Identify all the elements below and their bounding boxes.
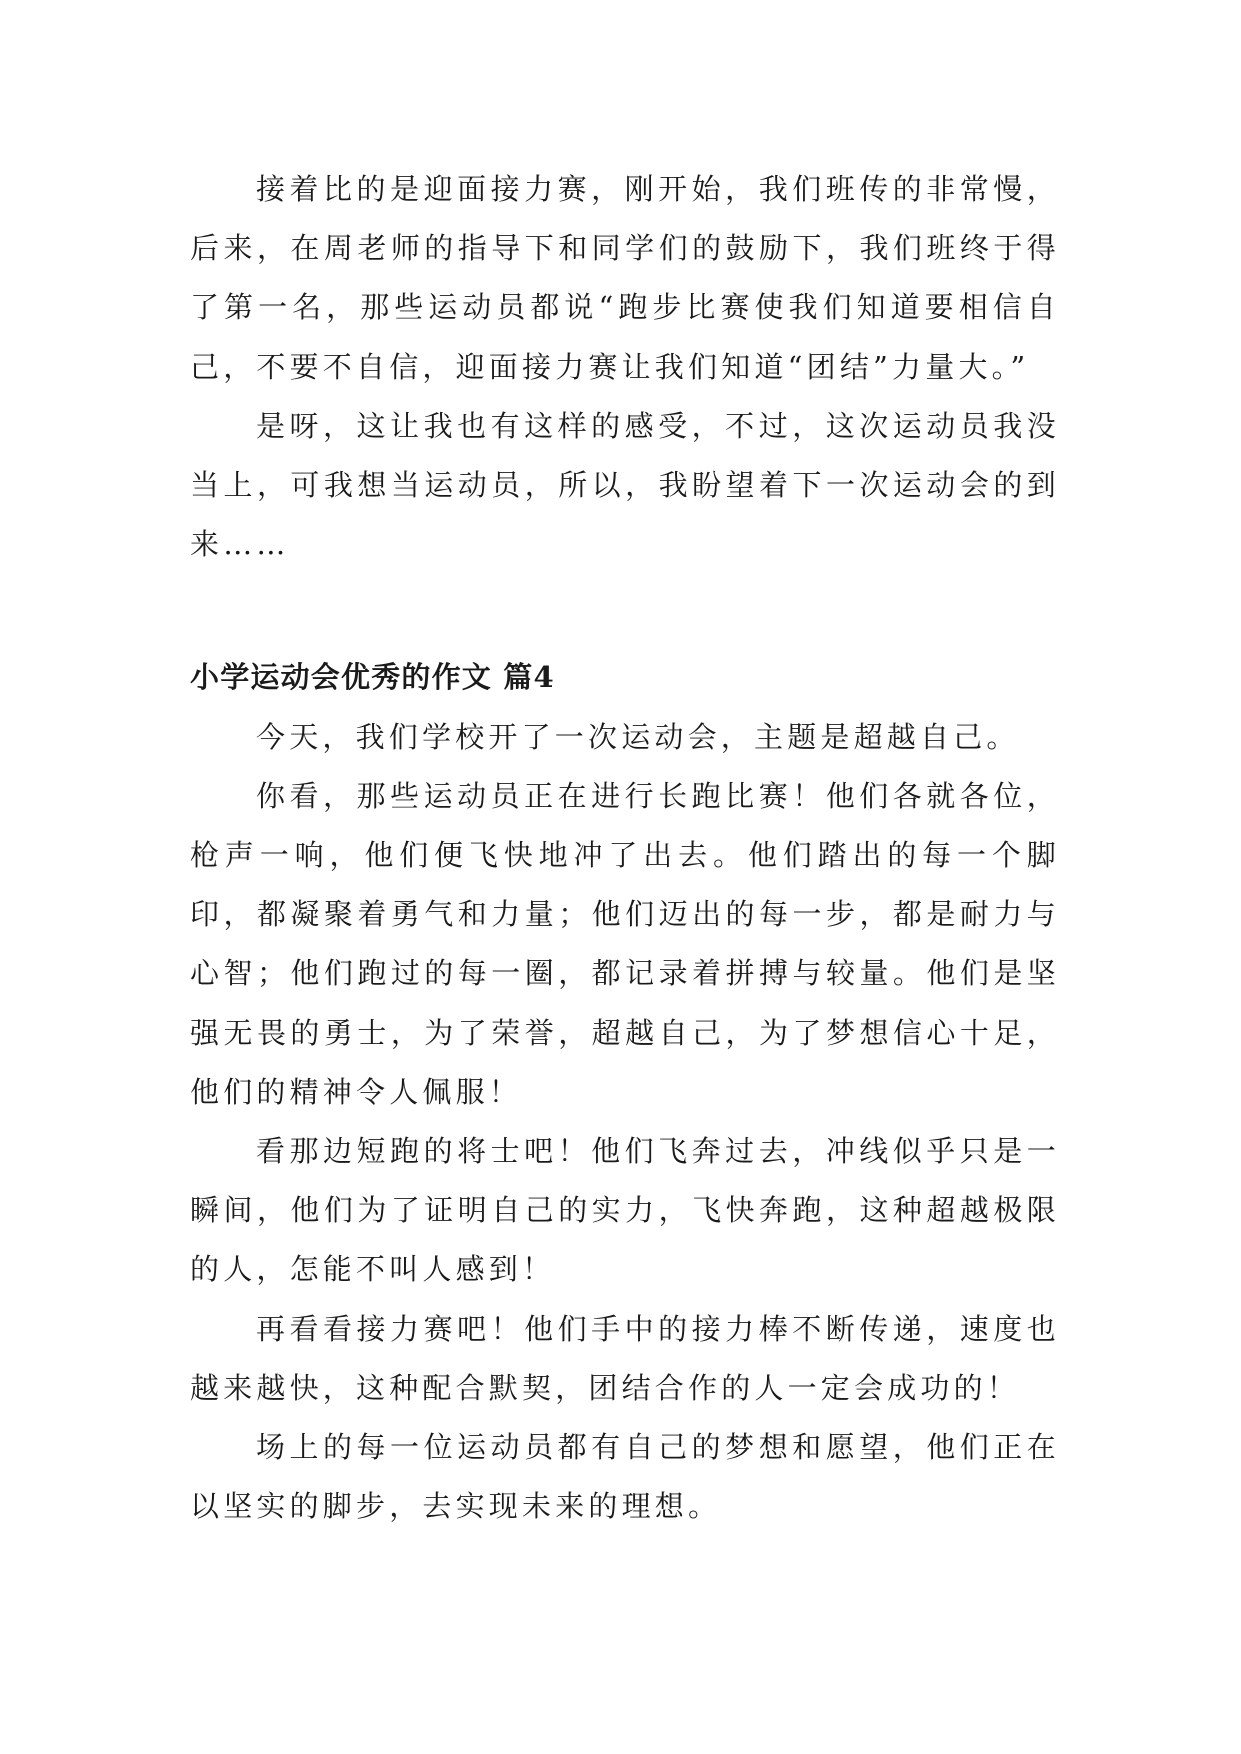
paragraph-relay-race: 接着比的是迎面接力赛，刚开始，我们班传的非常慢，后来，在周老师的指导下和同学们的鼓励下，我们班终于得了第一名，那些运动员都说“跑步比赛使我们知道要相信自己，不要不自信，迎面接力赛让我们知道“团结”力量大。”: [190, 172, 1060, 384]
document-page: [190, 160, 1060, 1536]
paragraph-hope-next-meet: 是呀，这让我也有这样的感受，不过，这次运动员我没当上，可我想当运动员，所以，我盼望着下一次运动会的到来……: [190, 408, 1060, 562]
paragraph-conclusion: 场上的每一位运动员都有自己的梦想和愿望，他们正在以坚实的脚步，去实现未来的理想。: [190, 1430, 1060, 1524]
section-title: 小学运动会优秀的作文 篇4: [190, 660, 555, 695]
section-gap: [190, 574, 1060, 648]
paragraph-intro: 今天，我们学校开了一次运动会，主题是超越自己。: [256, 719, 1020, 754]
paragraph-long-distance: 你看，那些运动员正在进行长跑比赛！他们各就各位，枪声一响，他们便飞快地冲了出去。他们踏出的每一个脚印，都凝聚着勇气和力量；他们迈出的每一步，都是耐力与心智；他们跑过的每一圈，都记录着拼搏与较量。他们是坚强无畏的勇士，为了荣誉，超越自己，为了梦想信心十足，他们的精神令人佩服！: [190, 778, 1060, 1109]
paragraph-sprint: 看那边短跑的将士吧！他们飞奔过去，冲线似乎只是一瞬间，他们为了证明自己的实力，飞快奔跑，这种超越极限的人，怎能不叫人感到！: [190, 1134, 1060, 1287]
paragraph-relay: 再看看接力赛吧！他们手中的接力棒不断传递，速度也越来越快，这种配合默契，团结合作的人一定会成功的！: [190, 1311, 1060, 1405]
